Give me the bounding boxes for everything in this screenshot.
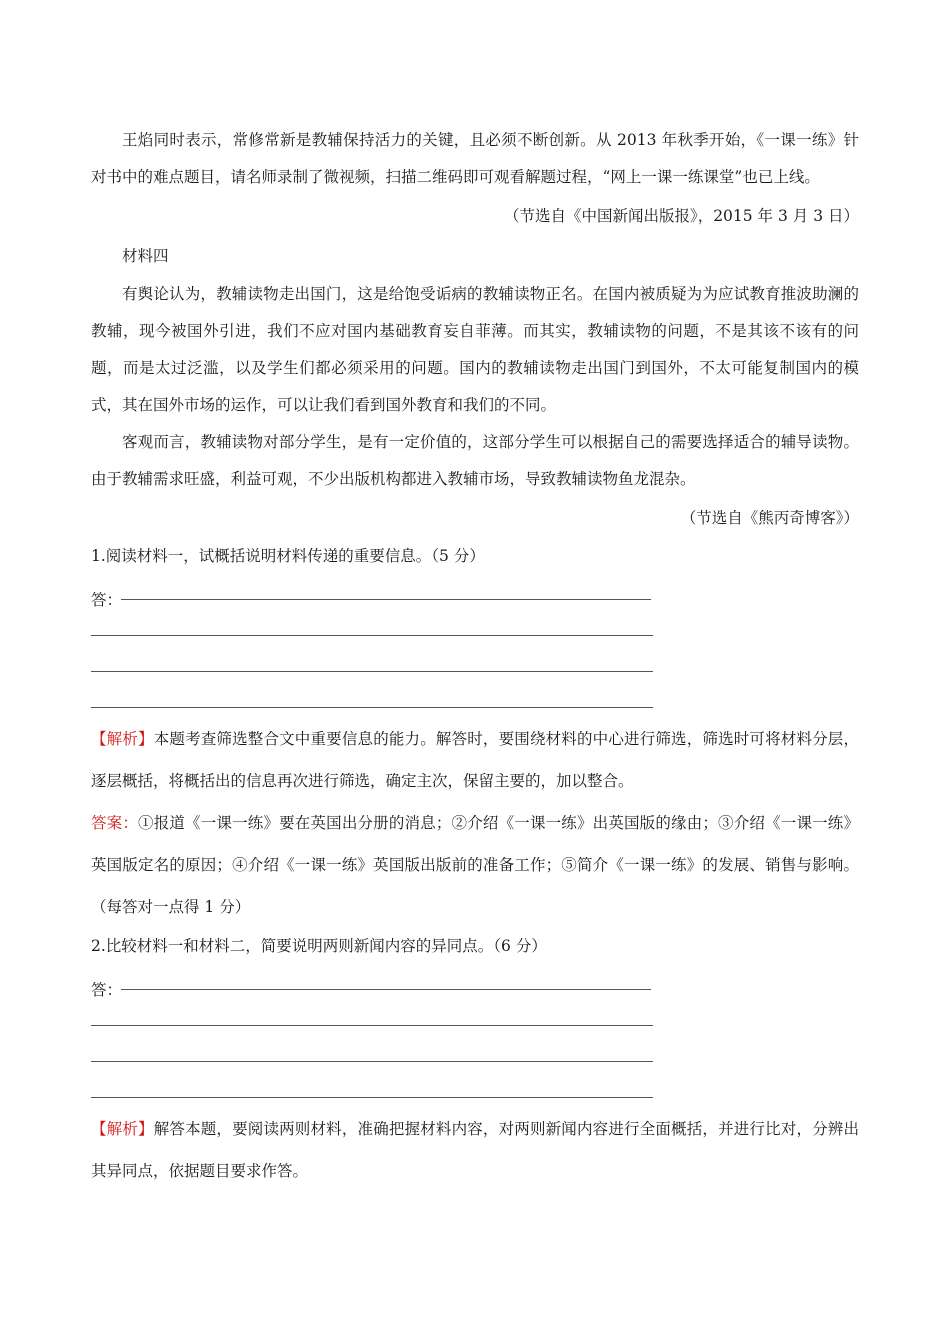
question-2: 2.比较材料一和材料二，简要说明两则新闻内容的异同点。（6 分） [91,937,547,955]
answer-tag: 答案： [91,814,139,832]
material4-paragraph-2: 客观而言，教辅读物对部分学生，是有一定价值的，这部分学生可以根据自己的需要选择适合的辅导读物。由于教辅需求旺盛，利益可观，不少出版机构都进入教辅市场，导致教辅读物鱼龙混杂。 [91,433,859,488]
material3-source: （节选自《中国新闻出版报》，2015 年 3 月 3 日） [503,207,859,225]
document-page [91,122,859,1192]
analysis-tag: 【解析】 [91,1120,154,1138]
answer-line [121,599,651,600]
answer-line [91,635,653,636]
answer-line [91,1061,653,1062]
answer-blank-row[interactable] [91,1072,859,1108]
analysis-1 [91,718,859,802]
analysis-text: 解答本题，要阅读两则材料，准确把握材料内容，对两则新闻内容进行全面概括，并进行比对，分辨出其异同点，依据题目要求作答。 [91,1120,859,1180]
answer-label-2: 答： [91,981,123,999]
answer-blank-row[interactable] [91,1036,859,1072]
answer-line [91,1097,653,1098]
answer-field-2[interactable] [91,964,859,1000]
answer-text: ①报道《一课一练》要在英国出分册的消息；②介绍《一课一练》出英国版的缘由；③介绍《一课一练》英国版定名的原因；④介绍《一课一练》英国版出版前的准备工作；⑤简介《一课一练》的发展、销售与影响。（每答对一点得 1 分） [91,814,859,916]
answer-field-1[interactable] [91,574,859,610]
answer-blank-row[interactable] [91,682,859,718]
answer-blank-row[interactable] [91,1000,859,1036]
answer-blank-row[interactable] [91,646,859,682]
answer-label-1: 答： [91,591,123,609]
material4-heading: 材料四 [122,247,169,265]
material3-paragraph: 王焰同时表示，常修常新是教辅保持活力的关键，且必须不断创新。从 2013 年秋季开始，《一课一练》针对书中的难点题目，请名师录制了微视频，扫描二维码即可观看解题过程，“网上一课一练课堂”也已上线。 [91,131,859,186]
analysis-text: 本题考查筛选整合文中重要信息的能力。解答时，要围绕材料的中心进行筛选，筛选时可将材料分层，逐层概括，将概括出的信息再次进行筛选，确定主次，保留主要的，加以整合。 [91,730,859,790]
answer-line [121,989,651,990]
analysis-tag: 【解析】 [91,730,154,748]
answer-blank-row[interactable] [91,610,859,646]
material4-paragraph-1: 有舆论认为，教辅读物走出国门，这是给饱受诟病的教辅读物正名。在国内被质疑为为应试教育推波助澜的教辅，现今被国外引进，我们不应对国内基础教育妄自菲薄。而其实，教辅读物的问题，不是其该不该有的问题，而是太过泛滥，以及学生们都必须采用的问题。国内的教辅读物走出国门到国外，不太可能复制国内的模式，其在国外市场的运作，可以让我们看到国外教育和我们的不同。 [91,285,859,414]
question-1: 1.阅读材料一，试概括说明材料传递的重要信息。（5 分） [91,547,485,565]
material4-source: （节选自《熊丙奇博客》） [680,509,859,527]
answer-line [91,671,653,672]
analysis-2 [91,1108,859,1192]
answer-line [91,1025,653,1026]
answer-line [91,707,653,708]
answer-1 [91,802,859,928]
